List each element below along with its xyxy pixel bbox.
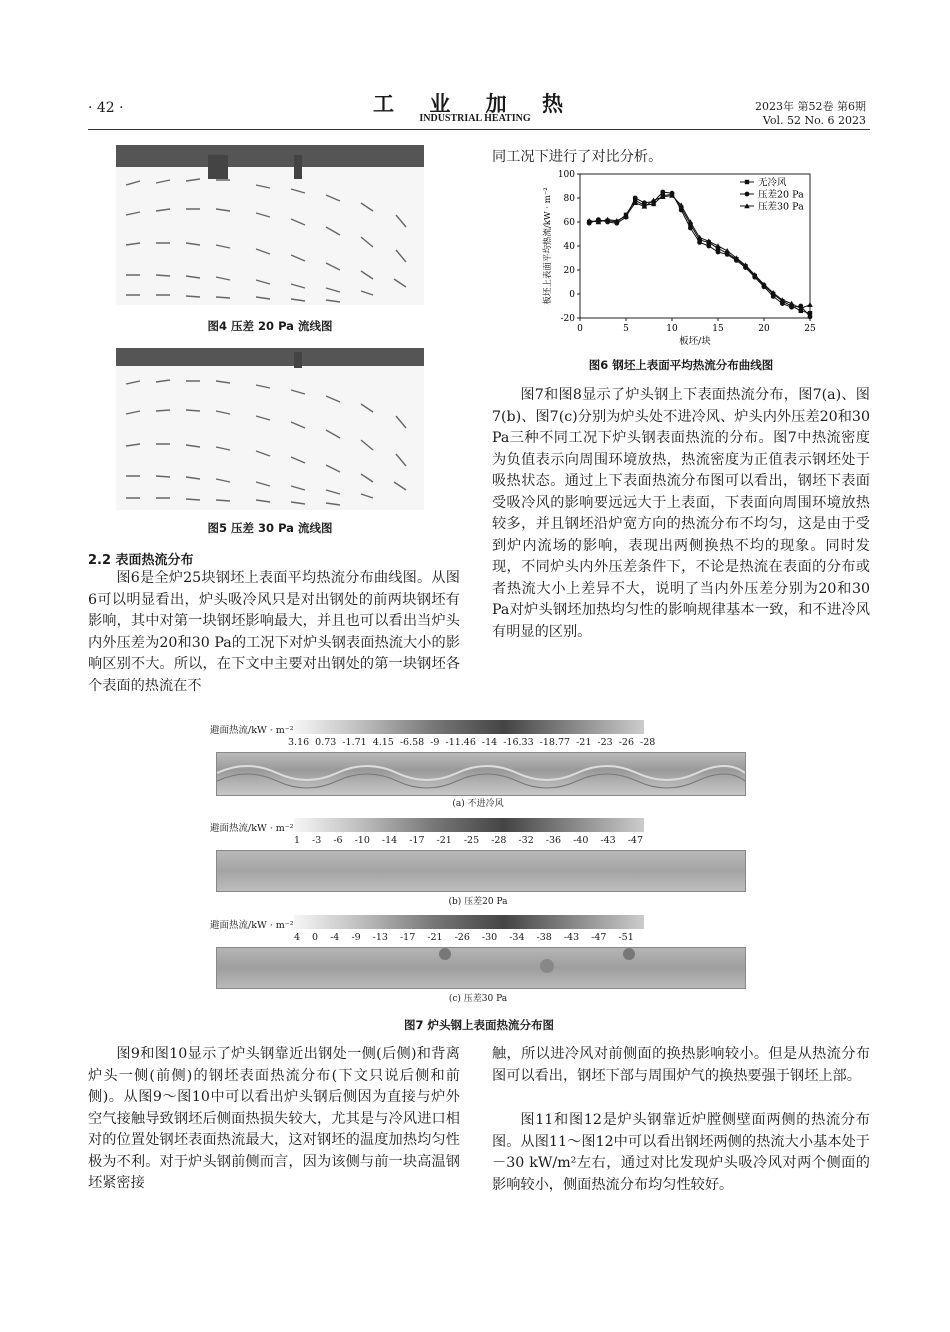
page-number: · 42 · [88, 100, 124, 116]
fig7-caption: 图7 炉头钢上表面热流分布图 [403, 1018, 554, 1032]
fig6-chart [536, 166, 836, 356]
fig4-streamline-image [116, 145, 424, 305]
y-tick-label: 60 [563, 218, 575, 228]
x-tick-label: 10 [666, 324, 678, 334]
series-3-point [724, 248, 730, 253]
fig7c-colorbar [294, 915, 644, 929]
colorbar-tick: -26 [618, 737, 634, 748]
fig7a-heatmap-strip [216, 752, 746, 796]
y-tick-label: 0 [569, 290, 575, 300]
right-paragraph: 图7和图8显示了炉头钢上下表面热流分布，图7(a)、图7(b)、图7(c)分别为炉头处不进冷风、炉头内外压差20和30 Pa三种不同工况下炉头钢表面热流的分布。图7中热流密度为负值表示向周围环境放热，热流密度为正值表示钢坯处于吸热状态。通过上下表面热流分布图可以看出，钢坯下表面受吸冷风的影响要远远大于上表面，下表面向周围环境放热较多，并且钢坯沿炉宽方向的热流分布不均匀，这是由于受到炉内流场的影响，表现出两侧换热不均的现象。同时发现，不同炉头内外压差条件下，不论是热流在表面的分布或者热流大小上差异不大，说明了当内外压差分别为20和30 Pa对炉头钢坯加热均匀性的影响规律基本一致，和不进冷风有明显的区别。 [492, 387, 870, 640]
colorbar-tick: -3 [312, 835, 322, 846]
issue-line-2: Vol. 52 No. 6 2023 [762, 114, 866, 127]
series-2-point [688, 226, 693, 231]
x-axis-label: 板坯/块 [679, 336, 711, 347]
issue-line-1: 2023年 第52卷 第6期 [755, 100, 866, 113]
colorbar-tick: -47 [627, 835, 644, 846]
y-tick-label: 80 [563, 194, 575, 204]
fig7b-colorbar-label: 避面热流/kW · m⁻² [210, 823, 294, 834]
x-tick-label: 20 [758, 324, 770, 334]
colorbar-tick: -6.58 [399, 737, 425, 748]
y-tick-label: -20 [560, 314, 575, 324]
right-top-text: 同工况下进行了对比分析。 [492, 149, 663, 165]
colorbar-tick: 0.73 [315, 737, 337, 748]
fig7c-colorbar-ticks [294, 932, 646, 943]
legend-label-2: 压差20 Pa [758, 189, 804, 201]
x-tick-label: 5 [623, 324, 629, 334]
colorbar-tick: -17 [409, 835, 425, 846]
colorbar-tick: 0 [312, 932, 319, 943]
fig7a-contours [217, 753, 745, 795]
fig7b-colorbar [294, 818, 644, 832]
series-2-point [808, 314, 813, 319]
fig7a-colorbar-ticks [288, 737, 661, 748]
issue-info [755, 100, 866, 128]
colorbar-tick: -13 [372, 932, 388, 943]
y-tick-label: 100 [557, 170, 575, 180]
colorbar-tick: -26 [454, 932, 470, 943]
fig7b-subcaption: (b) 压差20 Pa [448, 897, 508, 907]
colorbar-tick: 1 [294, 835, 301, 846]
fig4-caption: 图4 压差 20 Pa 流线图 [207, 319, 333, 333]
colorbar-tick: -14 [381, 835, 398, 846]
series-2-point [633, 196, 638, 201]
colorbar-tick: -14 [481, 737, 498, 748]
legend-marker-2 [745, 192, 750, 197]
colorbar-tick: -43 [600, 835, 616, 846]
x-tick-label: 15 [712, 324, 724, 334]
fig7b-heatmap-strip [216, 850, 746, 892]
bottom-left-paragraph: 图9和图10显示了炉头钢靠近出钢处一侧(后侧)和背离炉头一侧(前侧)的钢坯表面热流分布(下文只说后侧和前侧)。从图9～图10中可以看出炉头钢后侧因为直接与炉外空气接触导致钢坯后侧面热损失较大，尤其是与冷风进口相对的位置处钢坯表面热流最大，这对钢坯的温度加热均匀性极为不利。对于炉头钢前侧而言，因为该侧与前一块高温钢坯紧密接 [88, 1046, 460, 1191]
colorbar-tick: -47 [591, 932, 607, 943]
fig7-panel-a [210, 720, 746, 812]
fig7-panel-b [210, 818, 746, 910]
colorbar-tick: -9 [351, 932, 361, 943]
colorbar-tick: -9 [430, 737, 440, 748]
series-3-point [807, 302, 813, 307]
colorbar-tick: 3.16 [288, 737, 310, 748]
fig7c-subcaption: (c) 压差30 Pa [448, 994, 508, 1004]
colorbar-tick: -1.71 [342, 737, 367, 748]
series-2-point [706, 244, 711, 249]
series-2-point [660, 190, 665, 195]
colorbar-tick: -10 [354, 835, 370, 846]
colorbar-tick: -30 [481, 932, 498, 943]
fig7a-colorbar [294, 720, 644, 734]
colorbar-tick: -17 [399, 932, 416, 943]
x-tick-label: 0 [577, 324, 583, 334]
colorbar-tick: -23 [597, 737, 613, 748]
bottom-right-paragraph-2: 图11和图12是炉头钢靠近炉膛侧壁面两侧的热流分布图。从图11～图12中可以看出钢坯两侧的热流大小基本处于－30 kW/m²左右，通过对比发现炉头吸冷风对两个侧面的影响较小，侧面热流分布均匀性较好。 [492, 1112, 870, 1193]
series-2-point [697, 240, 702, 245]
colorbar-tick: -40 [573, 835, 589, 846]
fig7a-subcaption: (a) 不进冷风 [452, 799, 504, 809]
fig7a-colorbar-label: 避面热流/kW · m⁻² [210, 725, 294, 736]
colorbar-tick: -28 [640, 737, 656, 748]
x-tick-label: 25 [804, 324, 816, 334]
bottom-right-paragraph-1: 触，所以进冷风对前侧面的换热影响较小。但是从热流分布图可以看出，钢坯下部与周围炉气的换热要强于钢坯上部。 [492, 1046, 870, 1084]
y-tick-label: 20 [563, 266, 575, 276]
colorbar-tick: -36 [545, 835, 562, 846]
left-paragraph: 图6是全炉25块钢坯上表面平均热流分布曲线图。从图6可以明显看出，炉头吸冷风只是对出钢处的前两块钢坯有影响，其中对第一块钢坯影响最大，并且也可以看出当炉头内外压差为20和30 Pa的工况下对炉头钢表面热流大小的影响区别不大。所以，在下文中主要对出钢处的第一块钢坯各个表面的热流在不 [88, 570, 460, 694]
colorbar-tick: 4 [294, 932, 301, 943]
colorbar-tick: -21 [427, 932, 443, 943]
y-axis-label: 板坯上表面平均热流/kW · m⁻² [543, 187, 553, 305]
section-heading: 2.2 表面热流分布 [88, 553, 194, 568]
fig6-caption: 图6 钢坯上表面平均热流分布曲线图 [588, 358, 774, 372]
colorbar-tick: -34 [509, 932, 525, 943]
series-2-point [716, 250, 721, 255]
colorbar-tick: -21 [576, 737, 592, 748]
colorbar-tick: -21 [436, 835, 452, 846]
colorbar-tick: -18.77 [539, 737, 571, 748]
colorbar-tick: -16.33 [503, 737, 534, 748]
colorbar-tick: -6 [333, 835, 343, 846]
colorbar-tick: -43 [563, 932, 580, 943]
colorbar-tick: -38 [536, 932, 552, 943]
fig7c-heatmap-strip [216, 947, 746, 989]
journal-title-cn: 工 业 加 热 [373, 91, 577, 116]
series-3-point [715, 243, 721, 248]
legend-label-1: 无冷风 [758, 177, 787, 189]
fig7-panel-c [210, 915, 746, 1007]
journal-title-en: INDUSTRIAL HEATING [419, 113, 531, 124]
fig6-chart-svg [536, 166, 836, 356]
legend-label-3: 压差30 Pa [758, 201, 804, 213]
fig5-streamline-image [116, 348, 424, 510]
colorbar-tick: -28 [491, 835, 507, 846]
colorbar-tick: 4.15 [372, 737, 394, 748]
header-rule [88, 129, 870, 130]
colorbar-tick: -11.46 [445, 737, 476, 748]
colorbar-tick: -4 [330, 932, 340, 943]
fig4-streamline-graphic [116, 145, 424, 305]
colorbar-tick: -51 [618, 932, 634, 943]
legend-marker-1 [745, 180, 749, 184]
colorbar-tick: -32 [518, 835, 534, 846]
y-tick-label: 40 [563, 242, 575, 252]
fig7c-hotspots [217, 948, 745, 988]
series-line-3 [589, 196, 810, 309]
fig5-caption: 图5 压差 30 Pa 流线图 [207, 521, 333, 535]
colorbar-tick: -25 [463, 835, 480, 846]
fig7b-colorbar-ticks [294, 835, 655, 846]
fig5-streamline-graphic [116, 348, 424, 510]
fig7c-colorbar-label: 避面热流/kW · m⁻² [210, 920, 294, 931]
